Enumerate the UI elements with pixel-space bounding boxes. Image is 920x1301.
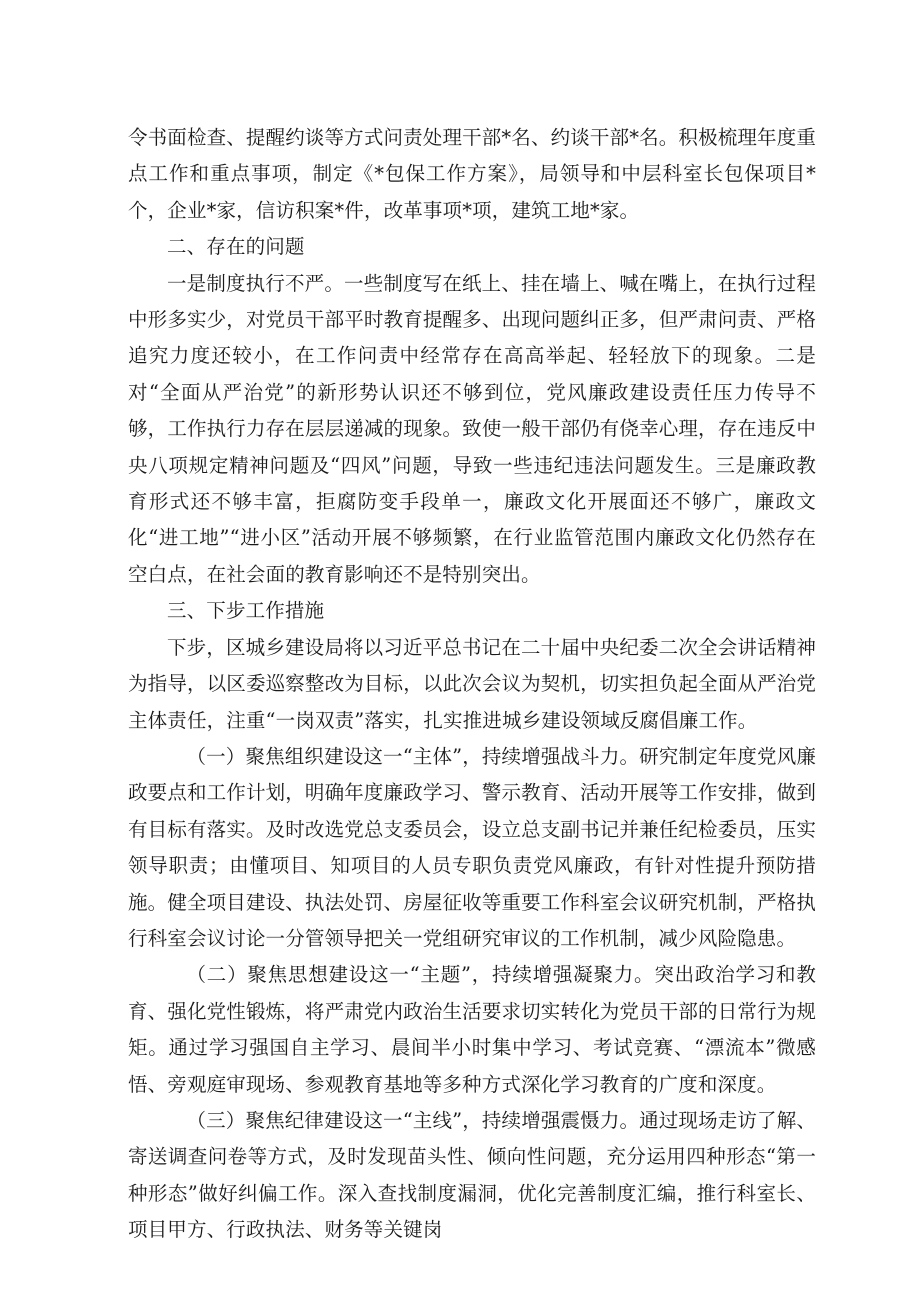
section-heading-problems: 二、存在的问题 xyxy=(167,235,305,259)
paragraph-problems: 一是制度执行不严。一些制度写在纸上、挂在墙上、喊在嘴上，在执行过程中形多实少，对党员干部平时教育提醒多、出现问题纠正多，但严肃问责、严格追究力度还较小，在工作问责中经常存在高高举起、轻轻放下的现象。二是对“全面从严治党”的新形势认识还不够到位，党风廉政建设责任压力传导不够，工作执行力存在层层递减的现象。致使一般干部仍有侥幸心理，存在违反中央八项规定精神问题及“四风”问题，导致一些违纪违法问题发生。三是廉政教育形式还不够丰富，拒腐防变手段单一，廉政文化开展面还不够广，廉政文化“进工地”“进小区”活动开展不够频繁，在行业监管范围内廉政文化仍然存在空白点，在社会面的教育影响还不是特别突出。 xyxy=(128,271,816,586)
paragraph-ideology-building: （二）聚焦思想建设这一“主题”，持续增强凝聚力。突出政治学习和教育、强化党性锻炼，将严肃党内政治生活要求切实转化为党员干部的日常行为规矩。通过学习强国自主学习、晨间半小时集中学习、考试竞赛、“漂流本”微感悟、旁观庭审现场、参观教育基地等多种方式深化学习教育的广度和深度。 xyxy=(128,963,816,1096)
paragraph-organization-building: （一）聚焦组织建设这一“主体”，持续增强战斗力。研究制定年度党风廉政要点和工作计划，明确年度廉政学习、警示教育、活动开展等工作安排，做到有目标有落实。及时改选党总支委员会，设立总支副书记并兼任纪检委员，压实领导职责；由懂项目、知项目的人员专职负责党风廉政，有针对性提升预防措施。健全项目建设、执法处罚、房屋征收等重要工作科室会议研究机制，严格执行科室会议讨论一分管领导把关一党组研究审议的工作机制，减少风险隐患。 xyxy=(128,744,816,950)
paragraph-accountability-continued: 令书面检查、提醒约谈等方式问责处理干部*名、约谈干部*名。积极梳理年度重点工作和重点事项，制定《*包保工作方案》，局领导和中层科室长包保项目*个，企业*家，信访积案*件，改革事项*项，建筑工地*家。 xyxy=(128,126,816,222)
paragraph-next-steps-intro: 下步，区城乡建设局将以习近平总书记在二十届中央纪委二次全会讲话精神为指导，以区委巡察整改为目标，以此次会议为契机，切实担负起全面从严治党主体责任，注重“一岗双责”落实，扎实推进城乡建设领域反腐倡廉工作。 xyxy=(128,635,816,732)
document-page xyxy=(128,120,816,1249)
paragraph-discipline-building: （三）聚焦纪律建设这一“主线”，持续增强震慑力。通过现场走访了解、寄送调查问卷等方式，及时发现苗头性、倾向性问题，充分运用四种形态“第一种形态”做好纠偏工作。深入查找制度漏洞，优化完善制度汇编，推行科室长、项目甲方、行政执法、财务等关键岗 xyxy=(128,1108,816,1242)
section-heading-next-steps: 三、下步工作措施 xyxy=(167,599,325,623)
